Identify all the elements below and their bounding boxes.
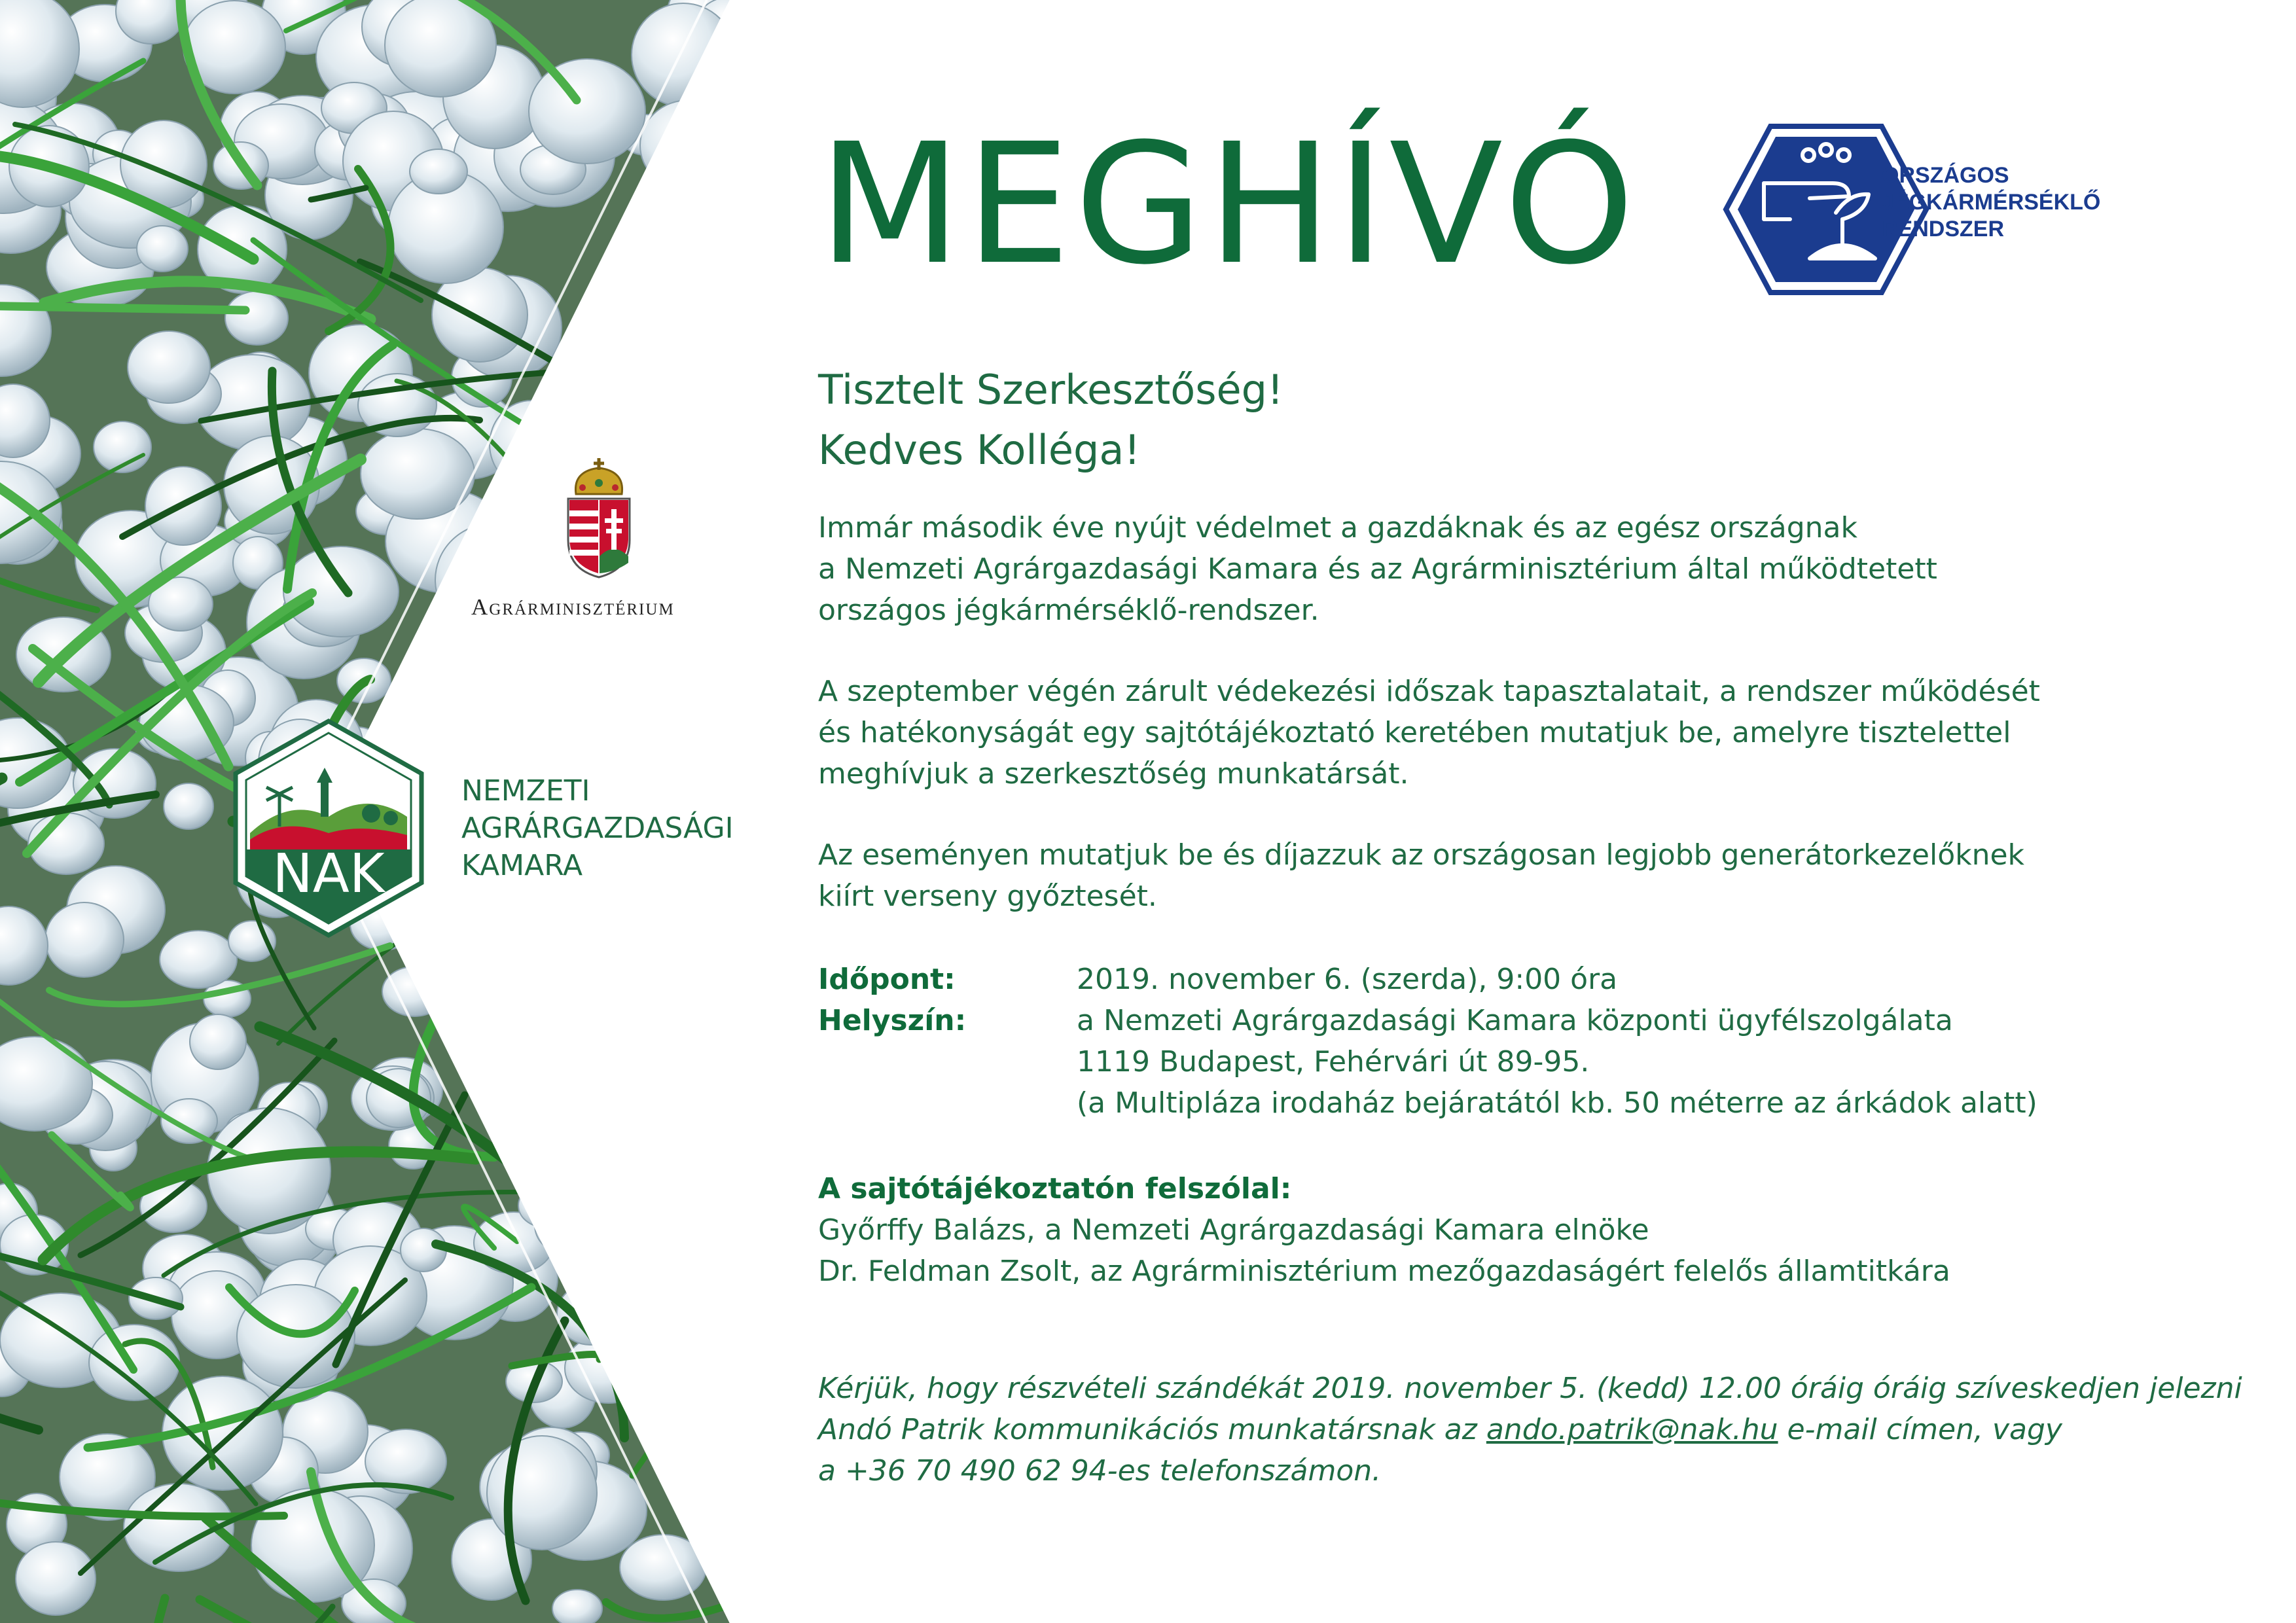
footer-line-3: a +36 70 490 62 94-es telefonszámon. <box>818 1454 1382 1488</box>
ministry-name: Agrárminisztérium <box>471 594 675 620</box>
place-line: a Nemzeti Agrárgazdasági Kamara központi ügyfélszolgálata <box>1077 1004 1953 1037</box>
place-label: Helyszín: <box>818 1004 967 1037</box>
footer-line-2 <box>818 1409 2242 1450</box>
nak-line-3: KAMARA <box>461 849 583 882</box>
paragraph-award <box>818 834 2024 917</box>
greeting <box>818 360 1283 480</box>
paragraph-intro <box>818 507 1937 631</box>
paragraph-line: a Nemzeti Agrárgazdasági Kamara és az Agrárminisztérium által működtetett <box>818 552 1937 586</box>
invitation-title: MEGHÍVÓ <box>818 107 1639 301</box>
nak-line-1: NEMZETI <box>461 774 590 808</box>
nak-name <box>461 772 734 884</box>
place-line: (a Multipláza irodaház bejáratától kb. 50 méterre az árkádok alatt) <box>1077 1086 2037 1120</box>
hungarian-coat-of-arms-icon <box>563 458 635 579</box>
greeting-line-2: Kedves Kolléga! <box>818 426 1141 474</box>
paragraph-line: és hatékonyságát egy sajtótájékoztató keretében mutatjuk be, amelyre tisztelettel <box>818 716 2011 749</box>
speaker-item: Győrffy Balázs, a Nemzeti Agrárgazdasági Kamara elnöke <box>818 1213 1649 1247</box>
nak-line-2: AGRÁRGAZDASÁGI <box>461 812 734 845</box>
okr-line-3: RENDSZER <box>1882 217 2005 241</box>
paragraph-line: kiírt verseny győztesét. <box>818 880 1157 913</box>
paragraph-press-conference <box>818 671 2040 794</box>
footer-line-1: Kérjük, hogy részvételi szándékát 2019. november 5. (kedd) 12.00 óráig óráig szíveskedjen jelezni <box>818 1372 2242 1405</box>
rsvp-footer <box>818 1368 2242 1491</box>
place-line: 1119 Budapest, Fehérvári út 89-95. <box>1077 1045 1590 1079</box>
paragraph-line: A szeptember végén zárult védekezési időszak tapasztalatait, a rendszer működését <box>818 675 2040 708</box>
time-row <box>818 959 2037 1000</box>
time-label: Időpont: <box>818 963 956 996</box>
paragraph-line: Az eseményen mutatjuk be és díjazzuk az országosan legjobb generátorkezelőknek <box>818 838 2025 872</box>
greeting-line-1: Tisztelt Szerkesztőség! <box>818 366 1283 414</box>
nak-abbr: NAK <box>272 843 385 905</box>
speaker-item: Dr. Feldman Zsolt, az Agrárminisztérium mezőgazdaságért felelős államtitkára <box>818 1255 1950 1288</box>
okr-logo-text <box>1882 162 2100 243</box>
nak-hexagon-logo-icon <box>230 719 427 938</box>
okr-line-2: JÉGKÁRMÉRSÉKLŐ <box>1882 190 2101 215</box>
okr-line-1: ORSZÁGOS <box>1882 163 2009 188</box>
footer-line-2-pre: Andó Patrik kommunikációs munkatársnak az <box>818 1413 1486 1446</box>
paragraph-line: Immár második éve nyújt védelmet a gazdáknak és az egész országnak <box>818 511 1857 544</box>
place-row <box>818 1000 2037 1124</box>
paragraph-line: országos jégkármérséklő-rendszer. <box>818 594 1319 627</box>
speakers-section <box>818 1168 1950 1292</box>
time-value: 2019. november 6. (szerda), 9:00 óra <box>1077 963 1618 996</box>
paragraph-line: meghívjuk a szerkesztőség munkatársát. <box>818 757 1409 791</box>
speakers-heading: A sajtótájékoztatón felszólal: <box>818 1172 1292 1205</box>
event-details <box>818 959 2037 1124</box>
email-link[interactable]: ando.patrik@nak.hu <box>1486 1413 1778 1446</box>
footer-line-2-post: e-mail címen, vagy <box>1778 1413 2062 1446</box>
